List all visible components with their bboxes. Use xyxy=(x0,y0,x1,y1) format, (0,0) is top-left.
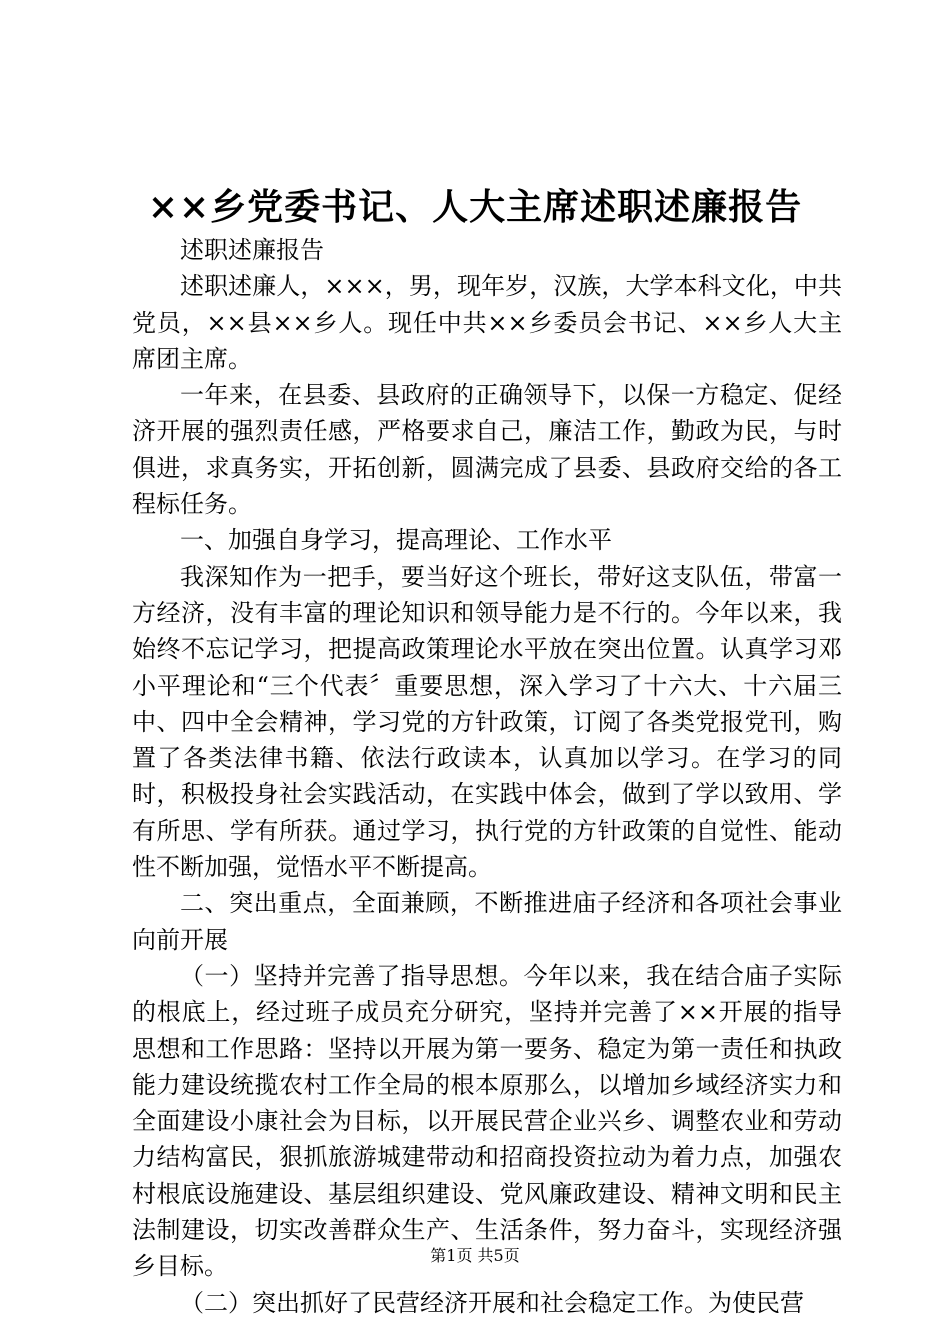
document-title: ××乡党委书记、人大主席述职述廉报告 xyxy=(147,186,803,228)
paragraph-subtitle: 述职述廉报告 xyxy=(180,236,324,264)
paragraph-introduction: 述职述廉人，×××，男，现年岁，汉族，大学本科文化，中共党员，××县××乡人。现任中共××乡委员会书记、××乡人大主席团主席。 xyxy=(132,272,842,373)
section-heading-2: 二、突出重点，全面兼顾，不断推进庙子经济和各项社会事业向前开展 xyxy=(132,889,842,954)
paragraph-overview: 一年来，在县委、县政府的正确领导下，以保一方稳定、促经济开展的强烈责任感，严格要求自己，廉洁工作，勤政为民，与时俱进，求真务实，开拓创新，圆满完成了县委、县政府交给的各工程标任务。 xyxy=(132,381,842,519)
paragraph-private-economy: （二）突出抓好了民营经济开展和社会稳定工作。为使民营 xyxy=(180,1288,804,1317)
paragraph-study: 我深知作为一把手，要当好这个班长，带好这支队伍，带富一方经济，没有丰富的理论知识和领导能力是不行的。今年以来，我始终不忘记学习，把提高政策理论水平放在突出位置。认真学习邓小平理论和“三个代表〞重要思想，深入学习了十六大、十六届三中、四中全会精神，学习党的方针政策，订阅了各类党报党刊，购置了各类法律书籍、依法行政读本，认真加以学习。在学习的同时，积极投身社会实践活动，在实践中体会，做到了学以致用、学有所思、学有所获。通过学习，执行党的方针政策的自觉性、能动性不断加强，觉悟水平不断提高。 xyxy=(132,562,842,882)
document-body xyxy=(132,232,842,1321)
section-heading-1: 一、加强自身学习，提高理论、工作水平 xyxy=(180,526,612,555)
page-footer: 第1页 共5页 xyxy=(430,1246,520,1265)
paragraph-guiding-ideology: （一）坚持并完善了指导思想。今年以来，我在结合庙子实际的根底上，经过班子成员充分研究，坚持并完善了××开展的指导思想和工作思路：坚持以开展为第一要务、稳定为第一责任和执政能力建设统揽农村工作全局的根本原那么，以增加乡域经济实力和全面建设小康社会为目标，以开展民营企业兴乡、调整农业和劳动力结构富民，狠抓旅游城建带动和招商投资拉动为着力点，加强农村根底设施建设、基层组织建设、党风廉政建设、精神文明和民主法制建设，切实改善群众生产、生活条件，努力奋斗，实现经济强乡目标。 xyxy=(132,961,842,1281)
